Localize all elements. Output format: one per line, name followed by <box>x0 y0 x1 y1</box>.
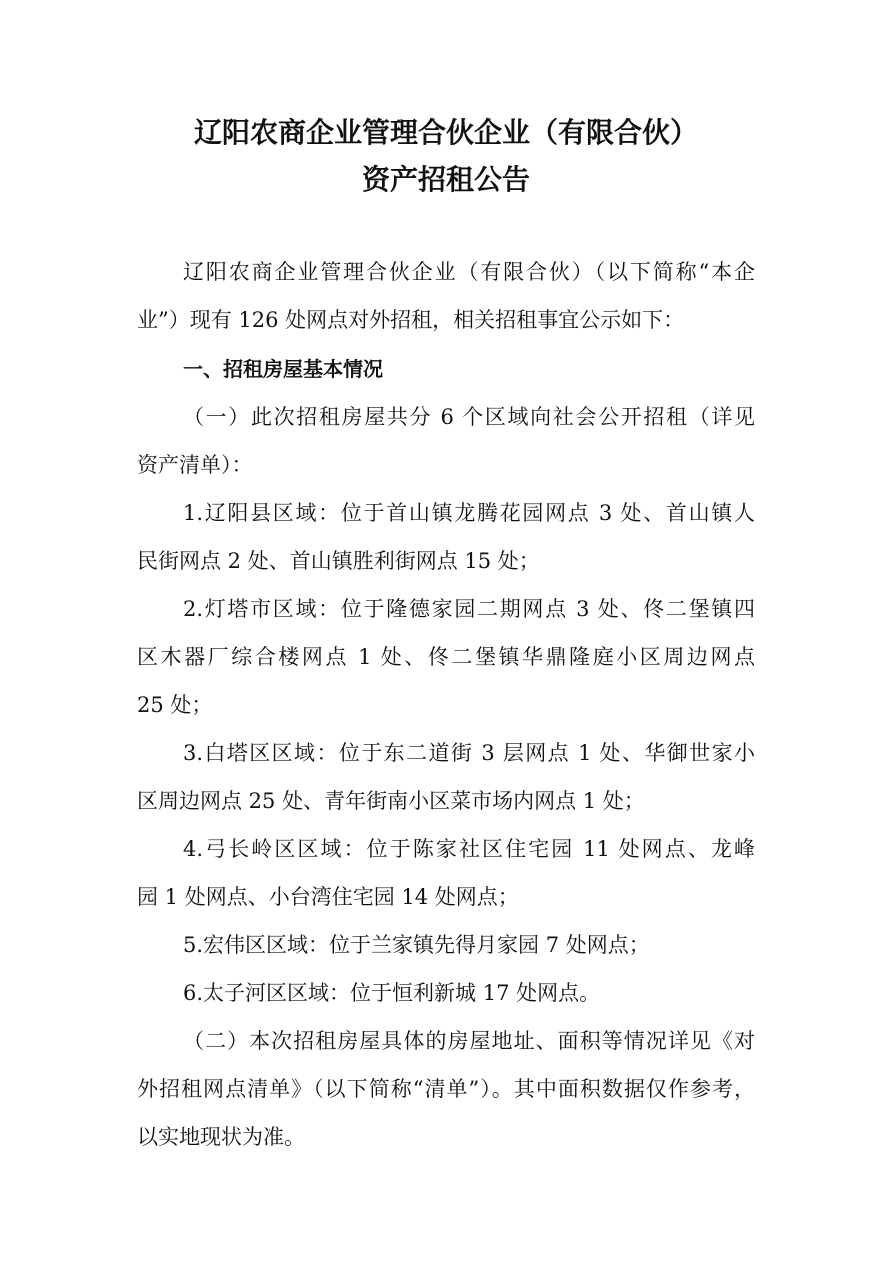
paragraph-line: 外招租网点清单》（以下简称“清单”）。其中面积数据仅作参考， <box>137 1077 755 1101</box>
list-item-line: 5.宏伟区区域：位于兰家镇先得月家园 7 处网点； <box>183 933 650 957</box>
list-item-line: 1.辽阳县区域：位于首山镇龙腾花园网点 3 处、首山镇人 <box>183 501 755 525</box>
list-item-line: 园 1 处网点、小台湾住宅园 14 处网点； <box>137 885 519 909</box>
document-title-line-1: 辽阳农商企业管理合伙企业（有限合伙） <box>193 116 698 149</box>
paragraph-line: （二）本次招租房屋具体的房屋地址、面积等情况详见《对 <box>183 1029 755 1053</box>
intro-paragraph-line: 辽阳农商企业管理合伙企业（有限合伙）（以下简称“本企 <box>183 260 755 284</box>
list-item-line: 6.太子河区区域：位于恒利新城 17 处网点。 <box>183 981 601 1005</box>
list-item-line: 区木器厂综合楼网点 1 处、佟二堡镇华鼎隆庭小区周边网点 <box>137 645 755 669</box>
list-item-line: 区周边网点 25 处、青年街南小区菜市场内网点 1 处； <box>137 789 645 813</box>
list-item-line: 25 处； <box>137 693 213 717</box>
paragraph-line: 资产清单）： <box>137 453 253 477</box>
document-title-line-2: 资产招租公告 <box>361 163 530 196</box>
list-item-line: 民街网点 2 处、首山镇胜利街网点 15 处； <box>137 549 540 573</box>
list-item-line: 2.灯塔市区域：位于隆德家园二期网点 3 处、佟二堡镇四 <box>183 597 755 621</box>
section-heading: 一、招租房屋基本情况 <box>183 357 383 381</box>
list-item-line: 3.白塔区区域：位于东二道街 3 层网点 1 处、华御世家小 <box>183 741 755 765</box>
paragraph-line: （一）此次招租房屋共分 6 个区域向社会公开招租（详见 <box>183 405 755 429</box>
paragraph-line: 以实地现状为准。 <box>137 1125 305 1149</box>
intro-paragraph-line: 业”）现有 126 处网点对外招租，相关招租事宜公示如下： <box>137 308 685 332</box>
list-item-line: 4.弓长岭区区域：位于陈家社区住宅园 11 处网点、龙峰 <box>183 837 755 861</box>
